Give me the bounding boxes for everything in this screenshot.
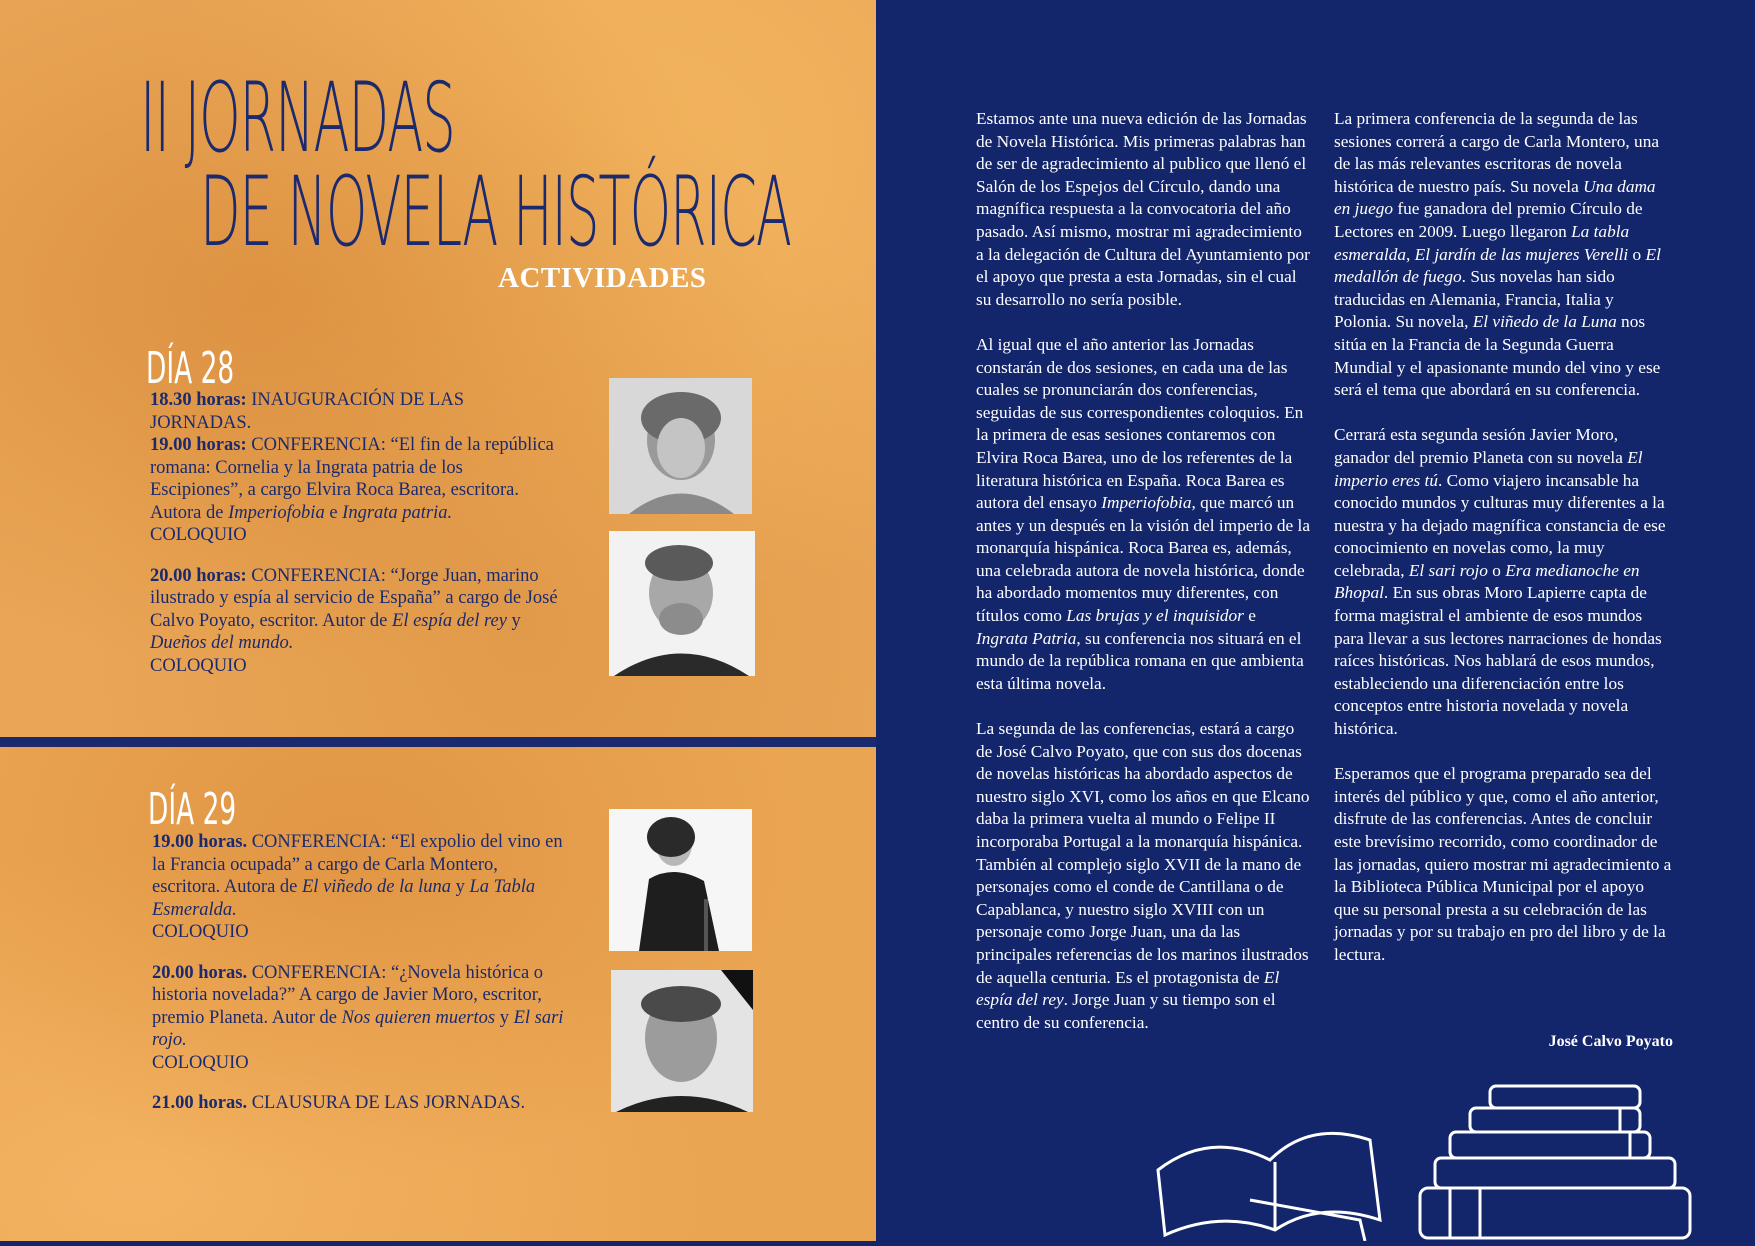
coloquio-label: COLOQUIO xyxy=(150,655,247,676)
event-text: CONFERENCIA: “Jorge Juan, marino ilustrado y espía al servicio de España” a cargo de José Calvo Poyato, escritor. Autor de xyxy=(150,565,558,631)
conjunction: e xyxy=(324,502,343,523)
day-29-program xyxy=(152,831,567,1115)
book-title: El sari rojo. xyxy=(152,1007,564,1050)
event-time: 18.30 horas: xyxy=(150,390,247,410)
title-line-1: II JORNADAS xyxy=(140,62,455,174)
event-text: CONFERENCIA: “El expolio del vino en la Francia ocupada” a cargo de Carla Montero, escritora. Autora de xyxy=(152,832,563,897)
event-time: 19.00 horas. xyxy=(152,832,248,852)
letter-paragraph: La segunda de las conferencias, estará a cargo de José Calvo Poyato, que con sus dos docenas de novelas históricas ha abordado aspectos de nuestro siglo XVI, como los años en que Elcano daba la primera vuelta al mundo o Felipe II incorporaba Portugal a la monarquía hispánica. También al complejo siglo XVII de la mano de personajes como el conde de Cantillana o de Capablanca, y nuestro siglo XVIII con un personaje como Jorge Juan, una da las principales referencias de los marinos ilustrados de aquella centuria. Es el protagonista de El espía del rey. Jorge Juan y su tiempo son el centro de su conferencia. xyxy=(976,719,1310,1032)
signature: José Calvo Poyato xyxy=(1548,1033,1673,1050)
day-28-program xyxy=(150,389,560,677)
book-title: Ingrata patria. xyxy=(342,502,453,523)
book-title: Dueños del mundo. xyxy=(150,633,294,653)
event-time: 21.00 horas. xyxy=(152,1093,248,1113)
event-text: CONFERENCIA: “¿Novela histórica o historia novelada?” A cargo de Javier Moro, escritor, premio Planeta. Autor de xyxy=(152,962,544,1028)
portrait-jose-calvo-poyato xyxy=(609,531,755,676)
day-29-heading: DÍA 29 xyxy=(148,784,237,835)
letter-paragraph: Al igual que el año anterior las Jornadas constarán de dos sesiones, en cada una de las cuales se pronunciarán dos conferencias, seguidas de sus correspondientes coloquios. En la primera de esas sesiones contaremos con Elvira Roca Barea, uno de los referentes de la literatura histórica en España. Roca Barea es autora del ensayo Imperiofobia, que marcó un antes y un después en la visión del imperio de la monarquía hispánica. Roca Barea es, además, una celebrada autora de novela histórica, donde ha abordado momentos muy diferentes, con títulos como Las brujas y el inquisidor e Ingrata Patria, su conferencia nos situará en el mundo de la república romana en que ambienta esta última novela. xyxy=(976,334,1311,693)
book-title: Imperiofobia xyxy=(228,502,325,523)
event-text: CONFERENCIA: “El fin de la república romana: Cornelia y la Ingrata patria de los Escipiones”, a cargo Elvira Roca Barea, escritora. Autora de xyxy=(150,435,554,523)
book-title: Nos quieren muertos xyxy=(341,1007,496,1028)
books-illustration xyxy=(1150,1070,1710,1246)
letter-paragraph: Esperamos que el programa preparado sea del interés del público y que, como el año anterior, disfrute de las conferencias. Antes de concluir este brevísimo recorrido, como coordinador de las jornadas, quiero mostrar mi agradecimiento a la Biblioteca Pública Municipal por el apoyo que su personal presta a su celebración de las jornadas y por su trabajo en pro del libro y de la lectura. xyxy=(1334,764,1672,964)
title-line-2: DE NOVELA HISTÓRICA xyxy=(200,156,791,268)
letter-column-1 xyxy=(976,108,1312,1057)
letter-paragraph: La primera conferencia de la segunda de las sesiones correrá a cargo de Carla Montero, una de las más relevantes escritoras de novela histórica de nuestro país. Su novela Una dama en juego fue ganadora del premio Círculo de Lectores en 2009. Luego llegaron La tabla esmeralda, El jardín de las mujeres Verelli o El medallón de fuego. Sus novelas han sido traducidas en Alemania, Francia, Italia y Polonia. Su novela, El viñedo de la Luna nos sitúa en la Francia de la Segunda Guerra Mundial y el apasionante mundo del vino y ese será el tema que abordará en su conferencia. xyxy=(1334,109,1661,400)
event-time: 20.00 horas: xyxy=(150,565,247,586)
coloquio-label: COLOQUIO xyxy=(152,1052,249,1073)
conjunction: y xyxy=(506,610,521,631)
day-28-heading: DÍA 28 xyxy=(146,343,235,394)
conjunction: y xyxy=(495,1007,514,1028)
book-title: La Tabla Esmeralda. xyxy=(152,877,536,920)
event-text: CLAUSURA DE LAS JORNADAS. xyxy=(247,1093,526,1113)
letter-paragraph: Estamos ante una nueva edición de las Jornadas de Novela Histórica. Mis primeras palabras han de ser de agradecimiento al publico que llenó el Salón de los Espejos del Círculo, dando una magnífica respuesta a la convocatoria del año pasado. Así mismo, mostrar mi agradecimiento a la delegación de Cultura del Ayuntamiento por el apoyo que presta a esta Jornadas, sin el cual su desarrollo no sería posible. xyxy=(976,109,1310,309)
conjunction: y xyxy=(451,877,470,897)
panel-divider xyxy=(0,737,876,747)
coloquio-label: COLOQUIO xyxy=(150,525,247,545)
book-title: El viñedo de la luna xyxy=(302,877,451,897)
event-text: INAUGURACIÓN DE LAS JORNADAS. xyxy=(150,390,464,433)
book-title: El espía del rey xyxy=(392,610,507,631)
event-time: 19.00 horas: xyxy=(150,435,247,455)
event-time: 20.00 horas. xyxy=(152,962,248,983)
portrait-javier-moro xyxy=(611,970,753,1112)
subtitle: ACTIVIDADES xyxy=(498,262,707,294)
portrait-elvira-roca-barea xyxy=(609,378,752,514)
portrait-carla-montero xyxy=(609,809,752,951)
letter-column-2 xyxy=(1334,108,1672,989)
coloquio-label: COLOQUIO xyxy=(152,922,249,942)
letter-paragraph: Cerrará esta segunda sesión Javier Moro, ganador del premio Planeta con su novela El imperio eres tú. Como viajero incansable ha conocido mundos y culturas muy diferentes a la nuestra y ha dejado magnífica constancia de ese conocimiento en novelas como, la muy celebrada, El sari rojo o Era medianoche en Bhopal. En sus obras Moro Lapierre capta de forma magistral el ambiente de esos mundos para llevar a sus lectores narraciones de hondas raíces históricas. Nos hablará de esos mundos, estableciendo una diferenciación entre los conceptos entre historia novelada y novela histórica. xyxy=(1334,425,1666,739)
